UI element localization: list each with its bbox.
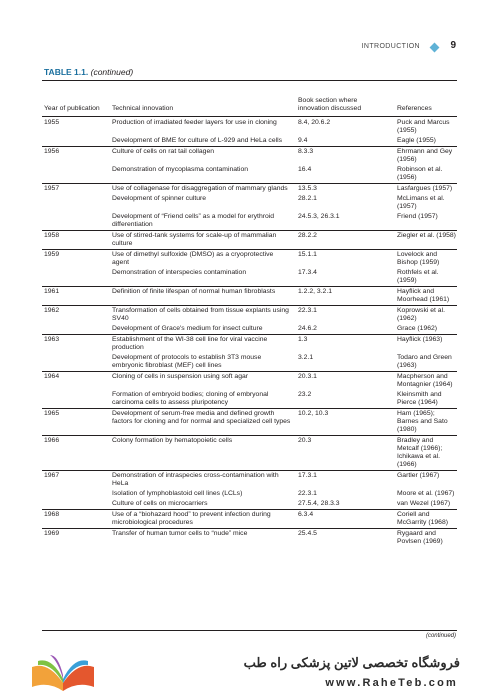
- cell-innovation: Establishment of the WI-38 cell line for viral vaccine production: [112, 336, 268, 351]
- cell-references: McLimans et al. (1957): [397, 195, 445, 210]
- cell-year: 1963: [44, 336, 60, 343]
- col-section-header: Book section where innovation discussed: [298, 97, 362, 112]
- cell-section: 17.3.1: [298, 472, 317, 479]
- cell-section: 3.2.1: [298, 354, 314, 361]
- table-row: [42, 194, 457, 212]
- book-logo-icon: [28, 653, 98, 693]
- page-number: 9: [450, 40, 456, 51]
- cell-references: Macpherson and Montagnier (1964): [397, 373, 453, 388]
- cell-section: 28.2.2: [298, 232, 317, 239]
- cell-references: Moore et al. (1967): [397, 490, 455, 497]
- table-row: [42, 146, 457, 165]
- cell-year: 1962: [44, 307, 60, 314]
- cell-innovation: Use of dimethyl sulfoxide (DMSO) as a cryoprotective agent: [112, 251, 274, 266]
- table-row: [42, 118, 457, 136]
- footer-banner: [0, 643, 500, 700]
- cell-references: Lasfargues (1957): [397, 185, 453, 192]
- cell-references: Ehrmann and Gey (1956): [397, 148, 453, 163]
- cell-section: 10.2, 10.3: [298, 410, 329, 417]
- cell-year: 1959: [44, 251, 60, 258]
- cell-year: 1968: [44, 511, 60, 518]
- cell-references: Ziegler et al. (1958): [397, 232, 456, 239]
- cell-innovation: Culture of cells on microcarriers: [112, 500, 208, 507]
- cell-year: 1956: [44, 148, 60, 155]
- cell-section: 27.5.4, 28.3.3: [298, 500, 340, 507]
- table-row: [42, 165, 457, 183]
- cell-section: 13.5.3: [298, 185, 317, 192]
- cell-references: Robinson et al. (1956): [397, 166, 443, 181]
- cell-section: 8.3.3: [298, 148, 314, 155]
- table-body: [42, 118, 457, 547]
- cell-section: 16.4: [298, 166, 312, 173]
- table-continued: (continued): [90, 67, 134, 77]
- col-year-header: Year of publication: [44, 105, 100, 112]
- cell-references: Bradley and Metcalf (1966); Ichikawa et al. (1966): [397, 437, 443, 468]
- table-top-rule: [42, 80, 457, 81]
- cell-year: [42, 269, 112, 285]
- continued-note: (continued): [425, 633, 456, 639]
- table-title: [44, 67, 133, 77]
- cell-year: [42, 500, 112, 508]
- table-header: [42, 82, 457, 116]
- cell-section: 1.3: [298, 336, 308, 343]
- cell-year: [42, 490, 112, 498]
- cell-section: 15.1.1: [298, 251, 317, 258]
- cell-innovation: Development of BME for culture of L-929 and HeLa cells: [112, 137, 283, 144]
- table-row: [42, 390, 457, 408]
- cell-innovation: Development of protocols to establish 3T3 mouse embryonic fibroblast (MEF) cell lines: [112, 354, 262, 369]
- table-row: [42, 212, 457, 230]
- cell-section: 25.4.5: [298, 530, 317, 537]
- table-row: [42, 249, 457, 268]
- cell-year: 1958: [44, 232, 60, 239]
- cell-section: 8.4, 20.6.2: [298, 119, 331, 126]
- cell-section: 23.2: [298, 391, 312, 398]
- footer-url: www.RaheTeb.com: [325, 677, 458, 689]
- cell-references: Koprowski et al. (1962): [397, 307, 445, 322]
- cell-innovation: Development of Grace's medium for insect culture: [112, 325, 263, 332]
- cell-innovation: Use of stirred-tank systems for scale-up of mammalian culture: [112, 232, 277, 247]
- cell-year: [42, 137, 112, 145]
- cell-section: 9.4: [298, 137, 308, 144]
- table-row: [42, 230, 457, 249]
- cell-section: 24.6.2: [298, 325, 317, 332]
- cell-references: Coriell and McGarrity (1968): [397, 511, 448, 526]
- table-row: [42, 435, 457, 470]
- table-header-rule: [42, 116, 457, 117]
- cell-section: 6.3.4: [298, 511, 314, 518]
- table-row: [42, 136, 457, 146]
- cell-year: 1969: [44, 530, 60, 537]
- cell-references: Puck and Marcus (1955): [397, 119, 450, 134]
- cell-innovation: Development of “Friend cells” as a model for erythroid differentiation: [112, 213, 275, 228]
- col-innovation-header: Technical innovation: [112, 105, 174, 112]
- cell-section: 17.3.4: [298, 269, 317, 276]
- table-row: [42, 408, 457, 435]
- cell-references: Hayflick and Moorhead (1961): [397, 288, 450, 303]
- table-row: [42, 528, 457, 547]
- cell-references: Hayflick (1963): [397, 336, 443, 343]
- cell-innovation: Definition of finite lifespan of normal human fibroblasts: [112, 288, 276, 295]
- table-bottom-rule: [42, 630, 457, 631]
- col-references-header: References: [397, 105, 432, 112]
- cell-section: 22.3.1: [298, 307, 317, 314]
- cell-innovation: Demonstration of mycoplasma contamination: [112, 166, 249, 173]
- cell-references: Rygaard and Povlsen (1969): [397, 530, 443, 545]
- cell-references: Kleinsmith and Pierce (1964): [397, 391, 442, 406]
- cell-innovation: Transfer of human tumor cells to “nude” mice: [112, 530, 248, 537]
- table-label: TABLE 1.1.: [44, 67, 89, 77]
- cell-innovation: Development of serum-free media and defined growth factors for cloning and for normal and specialized cell types: [112, 410, 291, 425]
- cell-year: 1955: [44, 119, 60, 126]
- cell-innovation: Demonstration of intraspecies cross-contamination with HeLa: [112, 472, 279, 487]
- cell-section: 20.3.1: [298, 373, 317, 380]
- cell-references: Grace (1962): [397, 325, 438, 332]
- cell-references: Ham (1965); Barnes and Sato (1980): [397, 410, 448, 433]
- table-row: [42, 509, 457, 528]
- cell-section: 24.5.3, 26.3.1: [298, 213, 340, 220]
- table-row: [42, 268, 457, 286]
- cell-year: [42, 213, 112, 229]
- table-row: [42, 334, 457, 353]
- cell-references: Eagle (1955): [397, 137, 436, 144]
- cell-innovation: Culture of cells on rat tail collagen: [112, 148, 215, 155]
- cell-innovation: Transformation of cells obtained from tissue explants using SV40: [112, 307, 289, 322]
- cell-section: 28.2.1: [298, 195, 317, 202]
- cell-section: 22.3.1: [298, 490, 317, 497]
- table-row: [42, 353, 457, 371]
- cell-innovation: Use of collagenase for disaggregation of mammary glands: [112, 185, 288, 192]
- cell-innovation: Cloning of cells in suspension using soft agar: [112, 373, 249, 380]
- cell-year: 1957: [44, 185, 60, 192]
- cell-year: [42, 354, 112, 370]
- footer-persian-text: فروشگاه تخصصی لاتین پزشکی راه طب: [243, 655, 460, 670]
- cell-innovation: Isolation of lymphoblastoid cell lines (LCLs): [112, 490, 243, 497]
- page-header: [0, 40, 500, 56]
- cell-year: [42, 166, 112, 182]
- cell-section: 20.3: [298, 437, 312, 444]
- cell-year: [42, 195, 112, 211]
- table-row: [42, 371, 457, 390]
- cell-year: 1965: [44, 410, 60, 417]
- cell-year: 1964: [44, 373, 60, 380]
- cell-section: 1.2.2, 3.2.1: [298, 288, 333, 295]
- table-row: [42, 286, 457, 305]
- table-row: [42, 470, 457, 489]
- table-row: [42, 305, 457, 324]
- cell-year: [42, 325, 112, 333]
- cell-references: Rothfels et al. (1959): [397, 269, 439, 284]
- table-row: [42, 489, 457, 499]
- table-row: [42, 324, 457, 334]
- cell-year: [42, 391, 112, 407]
- diamond-icon: [430, 43, 440, 53]
- cell-year: 1966: [44, 437, 60, 444]
- cell-references: Lovelock and Bishop (1959): [397, 251, 440, 266]
- cell-year: 1967: [44, 472, 60, 479]
- cell-references: Friend (1957): [397, 213, 438, 220]
- cell-references: Todaro and Green (1963): [397, 354, 452, 369]
- cell-innovation: Demonstration of interspecies contamination: [112, 269, 247, 276]
- cell-innovation: Use of a “biohazard hood” to prevent infection during microbiological procedures: [112, 511, 271, 526]
- cell-year: 1961: [44, 288, 60, 295]
- running-head: INTRODUCTION: [361, 43, 420, 50]
- cell-innovation: Formation of embryoid bodies; cloning of embryonal carcinoma cells to assess pluripotency: [112, 391, 269, 406]
- cell-references: Gartler (1967): [397, 472, 440, 479]
- table-row: [42, 183, 457, 194]
- cell-references: van Wezel (1967): [397, 500, 451, 507]
- table-row: [42, 499, 457, 509]
- cell-innovation: Colony formation by hematopoietic cells: [112, 437, 233, 444]
- cell-innovation: Production of irradiated feeder layers for use in cloning: [112, 119, 277, 126]
- cell-innovation: Development of spinner culture: [112, 195, 207, 202]
